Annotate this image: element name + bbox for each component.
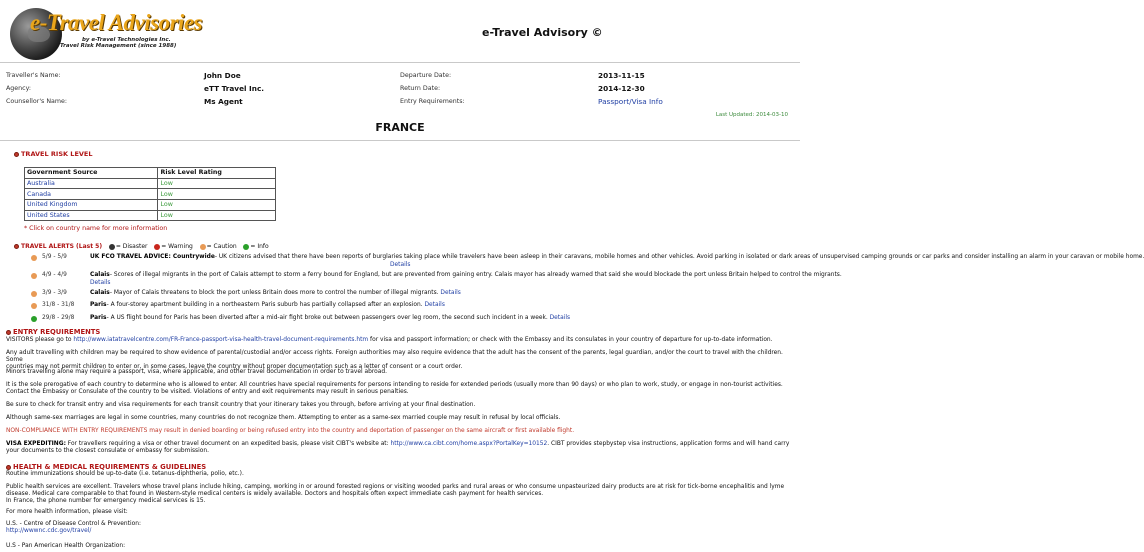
return-label: Return Date: [400,85,441,92]
alert-lead: Calais [90,272,110,278]
alert-lead: UK FCO TRAVEL ADVICE: Countrywide [90,254,215,260]
risk-rating: Low [160,212,173,220]
entry-req-label: Entry Requirements: [400,98,465,105]
alert-date: 5/9 - 5/9 [42,254,67,260]
legend-caution: = Caution [206,243,237,250]
col-rating-header: Risk Level Rating [158,168,276,179]
health-paragraph: Public health services are excellent. Travelers whose travel plans include hiking, camping, working in or around forested regions or visiting wooded parks and rural areas or who consume unpasteurized dairy products are at risk for tick-borne encephalitis and lyme disease. Medical care comparable to that found in Western-style medical centers is widely available. Doctors and hospitals often expect immediate cash payment for health services. In France, the phone number for emergency medical services is 15. [6,484,785,504]
non-compliance-warning: NON-COMPLIANCE WITH ENTRY REQUIREMENTS may result in denied boarding or being refused entry into the country and deportation of passenger on the same aircraft or first available flight. [6,428,575,434]
agency-name: eTT Travel Inc. [204,84,265,93]
passport-visa-link[interactable]: Passport/Visa Info [598,97,663,106]
alert-text [90,272,842,278]
cibt-link[interactable]: http://www.ca.cibt.com/home.aspx?PortalKey=10152 [390,441,548,447]
header [0,0,800,62]
caution-dot-icon [200,244,206,250]
counsellor-name: Ms Agent [204,97,243,106]
entry-section-title [6,328,100,336]
bullet-icon [14,152,19,157]
caution-dot-icon [31,273,37,279]
bullet-icon [6,465,11,470]
entry-paragraph: It is the sole prerogative of each country to determine who is allowed to enter. All countries have special requirements for persons intending to reside for extended periods (usually more than 90 days) or who plan to work, study, or engage in non-tourist activities. Contact the Embassy or Consulate of the country to be visited. Violations of entry and exit requirements may result in serious penalties. [6,382,783,395]
traveller-name: John Doe [204,71,241,80]
table-row [25,210,276,221]
alert-text [90,315,570,321]
disaster-dot-icon [109,244,115,250]
entry-paragraph: Be sure to check for transit entry and visa requirements for each transit country that your itinerary takes you through, before arriving at your final destination. [6,402,476,408]
alert-date: 29/8 - 29/8 [42,315,75,321]
entry-paragraph: Although same-sex marriages are legal in some countries, many countries do not recognize them. Attempting to enter as a same-sex married couple may result in refusal by local officials. [6,415,561,421]
alert-item-continued [30,280,790,290]
alert-lead: Paris [90,302,107,308]
alerts-legend [14,243,269,250]
alert-date: 3/9 - 3/9 [42,290,67,296]
alert-body: - A US flight bound for Paris has been diverted after a mid-air fight broke out between passengers over leg room, the second such incident in a week. [106,315,548,321]
risk-rating: Low [160,190,173,198]
counsellor-label: Counsellor's Name: [6,98,68,105]
logo-tagline: Travel Risk Management (since 1988) [60,43,177,49]
alert-body: - Mayor of Calais threatens to block the port unless Britain does more to control the number of illegal migrants. [109,290,439,296]
country-link-us[interactable]: United States [27,212,70,220]
cdc-link [6,528,796,535]
entry-section-label: ENTRY REQUIREMENTS [13,328,101,336]
health-section-title [6,463,206,471]
visa-expediting: VISA EXPEDITING: For travellers requiring a visa or other travel document on an expedited basis, please visit CIBT's website at: http://www.ca.cibt.com/home.aspx?PortalKey=10152. CIBT provides stepbystep visa instructions, application forms and will hand carry your documents to the closest consulate or embassy for submission. [6,441,790,454]
alert-lead: Paris [90,315,107,321]
details-link[interactable]: Details [90,280,111,286]
alert-body: - Scores of illegal migrants in the port of Calais attempt to storm a ferry bound for England, but are prevented from gaining entry. Calais mayor has already warned that said she would blockade the port unless Britain helped to control the migrants. [109,272,842,278]
alert-date: 31/8 - 31/8 [42,302,75,308]
details-link[interactable]: Details [424,302,445,308]
departure-label: Departure Date: [400,72,452,79]
alert-text [90,290,461,296]
country-link-uk[interactable]: United Kingdom [27,201,78,209]
departure-date: 2013-11-15 [598,71,645,80]
risk-section-title [14,150,93,158]
page-title: e-Travel Advisory © [482,26,603,39]
legend-info: = Info [250,243,269,250]
entry-paragraph: Any adult travelling with children may be required to show evidence of parental/custodial and/or access rights. Foreign authorities may also require evidence that the adult has the consent of the parents, legal guardian, and/or the court to travel with the children. Some countries may not permit children to enter or, in some cases, leave the country without proper documentation such as a letter of consent or a court order. [6,350,783,370]
cdc-label: U.S. - Centre of Disease Control & Prevention: [6,521,141,527]
traveller-name-label: Traveller's Name: [6,72,61,79]
alert-date: 4/9 - 4/9 [42,272,67,278]
bullet-icon [6,330,11,335]
paho-label: U.S - Pan American Health Organization: [6,543,126,549]
country-link-canada[interactable]: Canada [27,190,51,198]
col-source-header: Government Source [25,168,158,179]
details-link[interactable]: Details [440,290,461,296]
risk-table [24,167,276,221]
alerts-title: TRAVEL ALERTS (Last 5) [21,243,103,250]
table-row [25,178,276,189]
legend-disaster: = Disaster [115,243,148,250]
risk-rating: Low [160,201,173,209]
details-link[interactable]: Details [549,315,571,321]
risk-section-label: TRAVEL RISK LEVEL [21,150,93,158]
entry-paragraph: Minors travelling alone may require a passport, visa, where applicable, and other travel documentation in order to travel abroad. [6,369,387,375]
alert-lead: Calais [90,290,110,296]
alert-item [30,290,790,300]
click-note: * Click on country name for more information [24,225,168,232]
entry-paragraph: VISITORS please go to http://www.iatatravelcentre.com/FR-France-passport-visa-health-travel-document-requirements.htm for visa and passport information; or check with the Embassy and its consulates in your country of departure for up-to-date information. [6,337,773,343]
logo-subtitle: by e-Travel Technologies Inc. [82,37,171,43]
alert-item [30,302,790,312]
details-link[interactable]: Details [390,262,411,268]
warning-dot-icon [154,244,160,250]
cdc-url[interactable]: http://wwwnc.cdc.gov/travel/ [6,528,92,534]
alert-text [90,302,445,308]
health-section-label: HEALTH & MEDICAL REQUIREMENTS & GUIDELINES [13,463,207,471]
caution-dot-icon [31,291,37,297]
table-row [25,200,276,211]
bullet-icon [14,244,19,249]
caution-dot-icon [31,303,37,309]
health-paragraph: Routine immunizations should be up-to-date (i.e. tetanus-diphtheria, polio, etc.). [6,471,244,477]
caution-dot-icon [31,255,37,261]
table-row [25,189,276,200]
iata-link[interactable]: http://www.iatatravelcentre.com/FR-France-passport-visa-health-travel-document-requirements.htm [73,337,369,343]
health-paragraph: For more health information, please visit: [6,509,128,515]
alert-item-continued [90,262,790,272]
alert-text [90,254,1144,260]
legend-warning: = Warning [161,243,193,250]
info-dot-icon [31,316,37,322]
info-dot-icon [243,244,249,250]
agency-label: Agency: [6,85,32,92]
alert-item [30,315,790,325]
last-updated: Last Updated: 2014-03-10 [715,112,788,118]
return-date: 2014-12-30 [598,84,645,93]
table-header-row [25,168,276,179]
alert-body: - UK citizens advised that there have been reports of burglaries taking place while travelers have been asleep in their caravans, mobile homes and other vehicles. Avoid parking in isolated or dark areas of unsupervised camping grounds or car parks and consider installing an alarm in your caravan or mobile home. [214,254,1144,260]
logo-title: e-Travel Advisories [30,10,203,35]
traveller-info [6,70,796,110]
risk-rating: Low [160,180,173,188]
divider [0,140,800,141]
divider [0,62,800,63]
country-link-australia[interactable]: Australia [27,180,55,188]
country-title: FRANCE [375,121,425,134]
alert-body: - A four-storey apartment building in a northeastern Paris suburb has partially collapsed after an explosion. [106,302,423,308]
